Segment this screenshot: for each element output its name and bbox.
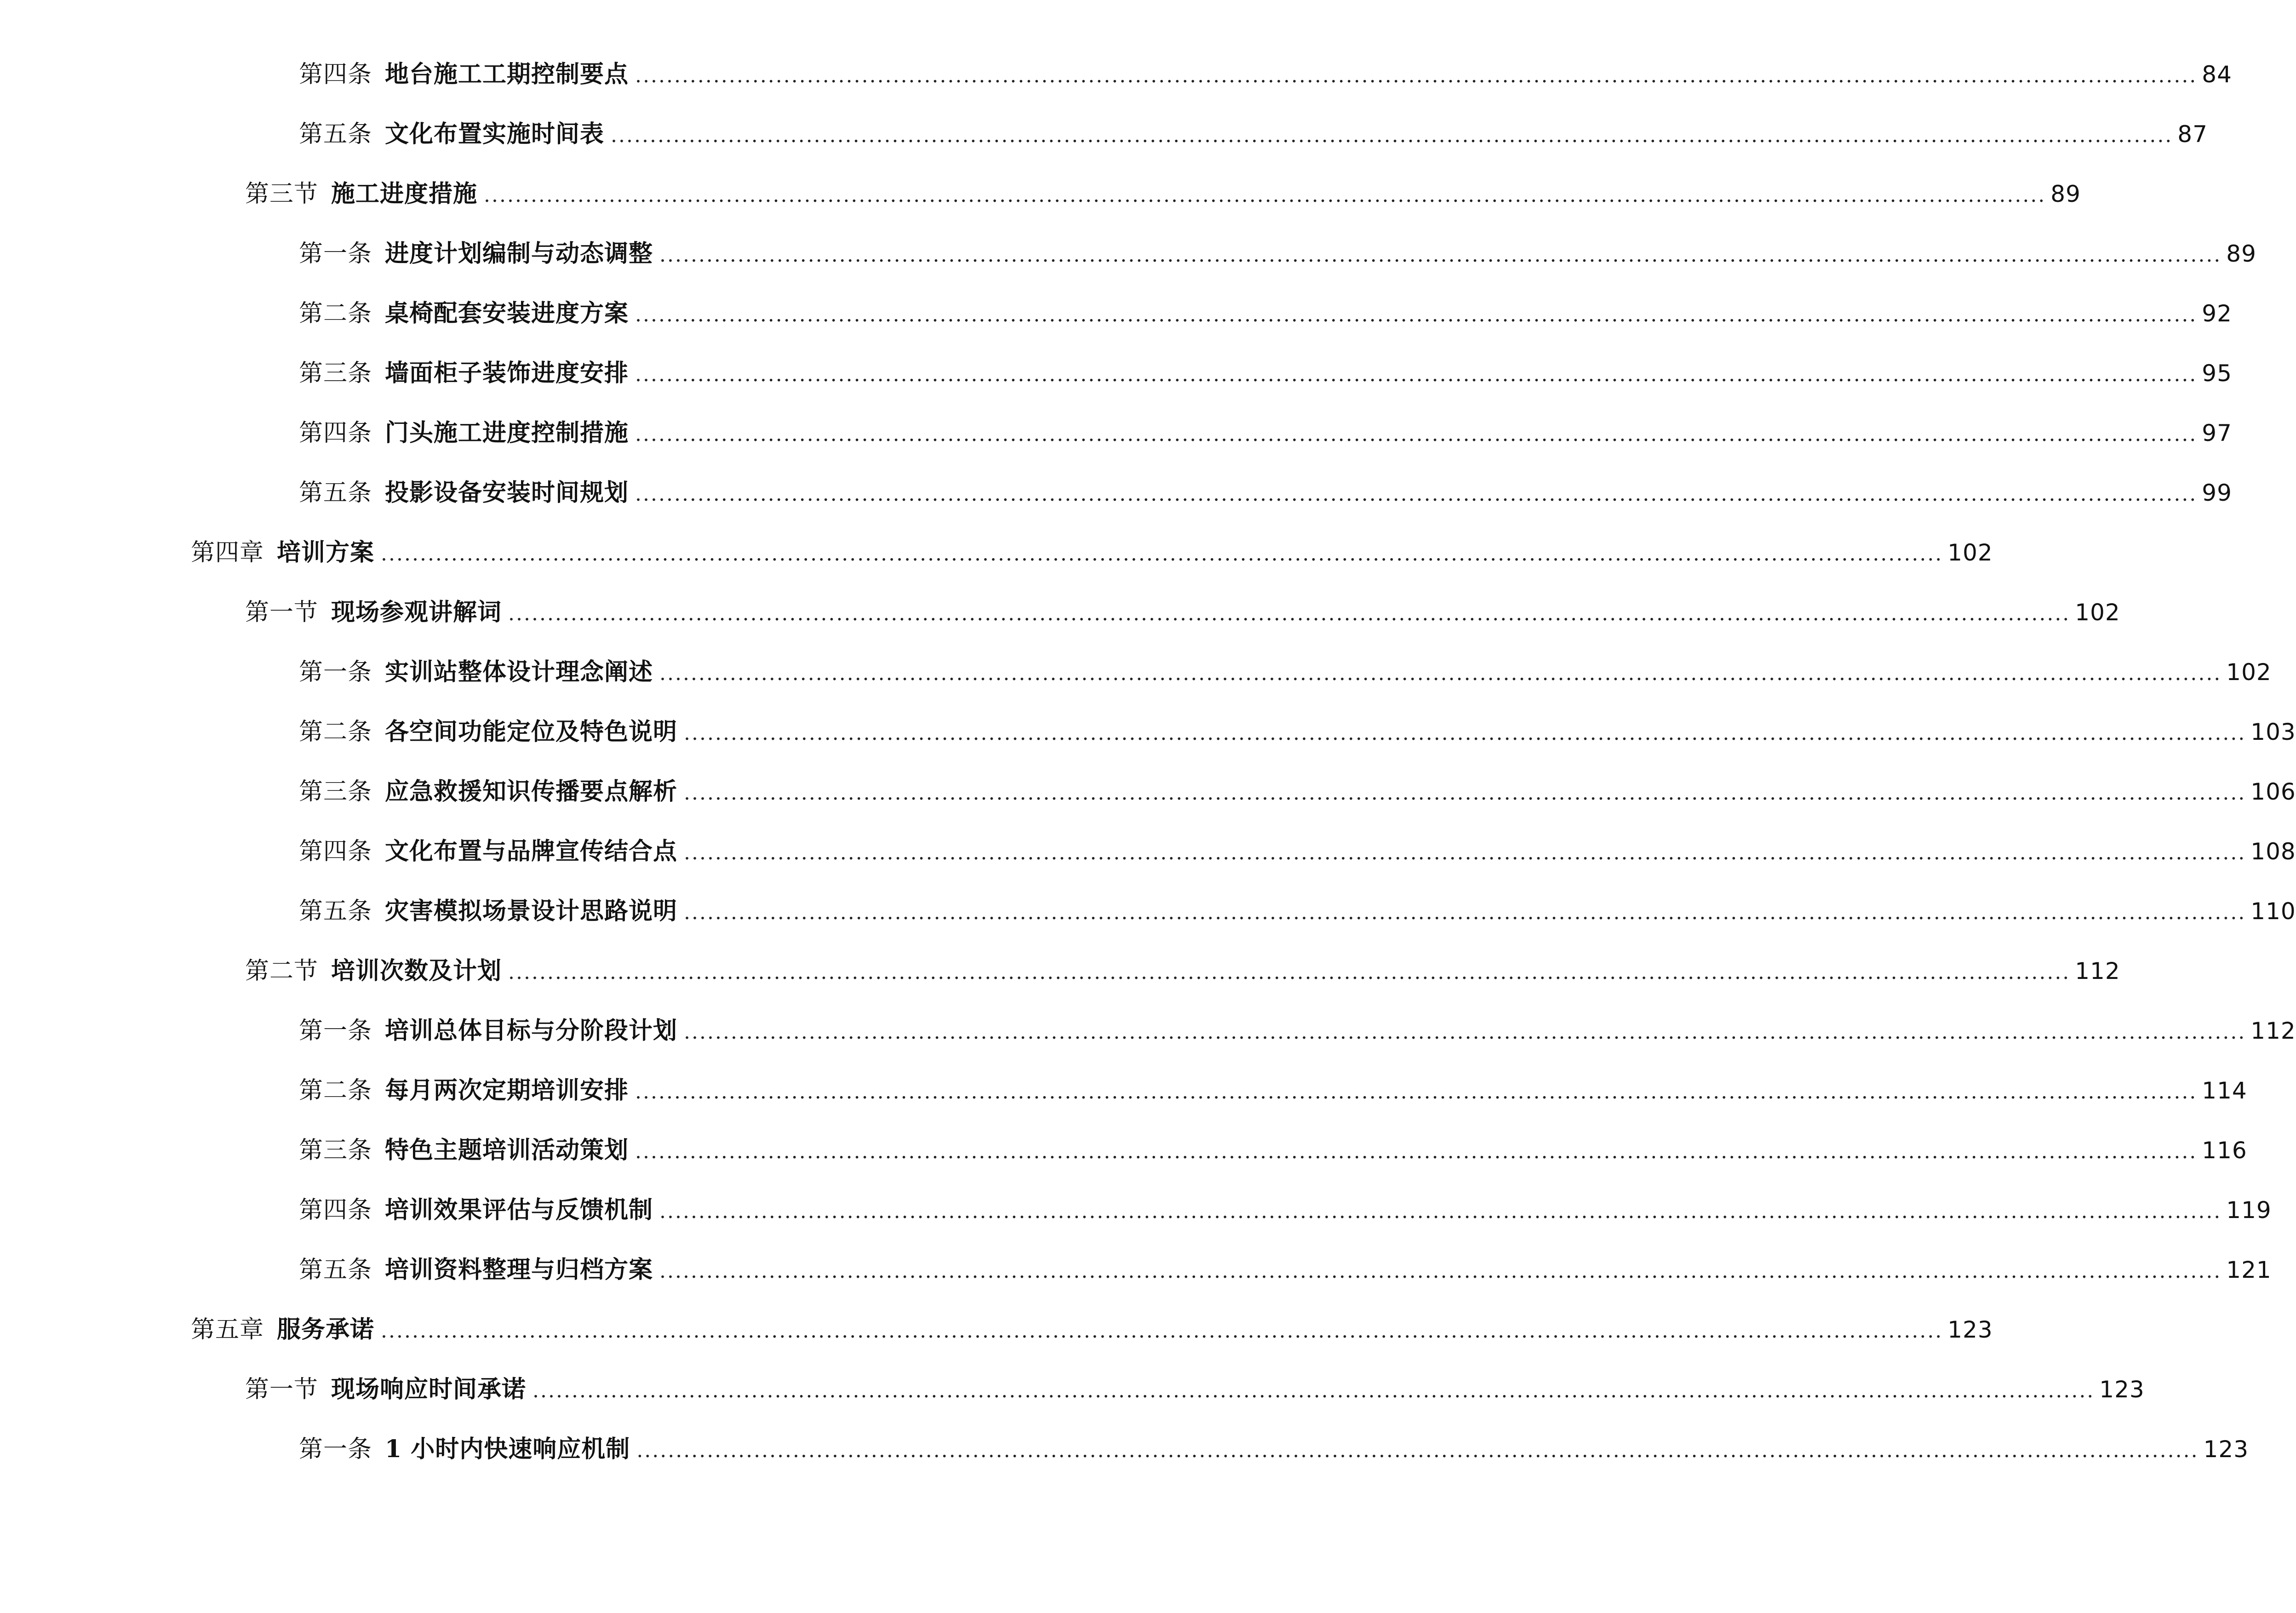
entry-title: 培训次数及计划 (331, 957, 502, 985)
toc-entry[interactable] (299, 475, 2232, 511)
toc-entry[interactable] (299, 1132, 2247, 1169)
entry-label: 第二条 (299, 718, 372, 746)
entry-label: 第二条 (299, 1077, 372, 1104)
entry-title: 灾害模拟场景设计思路说明 (385, 897, 678, 925)
entry-label: 第五条 (299, 120, 372, 148)
toc-entry[interactable] (299, 116, 2208, 153)
entry-title: 特色主题培训活动策划 (385, 1136, 629, 1164)
entry-title: 培训方案 (277, 538, 375, 566)
page-number: 112 (2250, 1018, 2296, 1044)
page-number: 95 (2202, 360, 2232, 387)
entry-label: 第五条 (299, 898, 372, 925)
toc-entry[interactable] (299, 773, 2296, 810)
entry-label: 第四章 (191, 539, 264, 566)
entry-label: 第五条 (299, 479, 372, 507)
dot-leader: ........................................................................................................................................................................................................ (611, 124, 2173, 147)
entry-label: 第一条 (299, 1017, 372, 1045)
dot-leader: ........................................................................................................................................................................................................ (659, 1200, 2222, 1223)
entry-title: 培训效果评估与反馈机制 (385, 1196, 653, 1224)
entry-title: 1 小时内快速响应机制 (385, 1435, 630, 1463)
entry-title: 桌椅配套安装进度方案 (385, 299, 629, 327)
entry-label: 第三条 (299, 778, 372, 806)
toc-entry[interactable] (299, 235, 2256, 272)
entry-title: 文化布置与品牌宣传结合点 (385, 837, 678, 865)
dot-leader: ........................................................................................................................................................................................................ (659, 1259, 2222, 1283)
entry-title: 培训总体目标与分阶段计划 (385, 1017, 678, 1045)
page-number: 102 (1947, 539, 1993, 566)
dot-leader: ........................................................................................................................................................................................................ (635, 303, 2198, 326)
entry-title: 门头施工进度控制措施 (385, 419, 629, 447)
toc-entry[interactable] (299, 1252, 2272, 1288)
entry-title: 培训资料整理与归档方案 (385, 1256, 653, 1284)
page-number: 97 (2202, 420, 2232, 446)
toc-entry[interactable] (299, 654, 2272, 691)
dot-leader: ........................................................................................................................................................................................................ (635, 423, 2198, 446)
page-number: 123 (2099, 1376, 2145, 1403)
entry-title: 进度计划编制与动态调整 (385, 240, 653, 268)
page-number: 89 (2226, 240, 2256, 267)
entry-label: 第一条 (299, 240, 372, 268)
page-number: 110 (2250, 898, 2296, 925)
dot-leader: ........................................................................................................................................................................................................ (508, 961, 2071, 984)
toc-entry[interactable] (299, 355, 2232, 392)
entry-label: 第一条 (299, 658, 372, 686)
page-number: 102 (2226, 659, 2272, 686)
dot-leader: ........................................................................................................................................................................................................ (684, 841, 2246, 864)
entry-title: 各空间功能定位及特色说明 (385, 718, 678, 746)
page-number: 108 (2250, 838, 2296, 865)
toc-entry[interactable] (245, 1371, 2145, 1408)
toc-entry[interactable] (299, 1192, 2272, 1229)
entry-label: 第二条 (299, 300, 372, 327)
page-number: 119 (2226, 1197, 2272, 1224)
entry-title: 现场响应时间承诺 (331, 1375, 527, 1403)
entry-label: 第三条 (299, 360, 372, 387)
page-number: 102 (2075, 599, 2120, 626)
dot-leader: ........................................................................................................................................................................................................ (635, 363, 2198, 386)
page-number: 92 (2202, 300, 2232, 327)
page-number: 112 (2075, 958, 2120, 984)
page-number: 99 (2202, 480, 2232, 506)
page-number: 116 (2202, 1137, 2247, 1164)
entry-title: 服务承诺 (277, 1316, 375, 1344)
page-number: 123 (2203, 1436, 2249, 1463)
toc-entry[interactable] (191, 534, 1993, 571)
dot-leader: ........................................................................................................................................................................................................ (636, 1439, 2199, 1462)
entry-label: 第三条 (299, 1137, 372, 1164)
entry-label: 第二节 (245, 957, 319, 985)
toc-entry[interactable] (191, 1311, 1993, 1348)
toc-entry[interactable] (245, 594, 2120, 631)
dot-leader: ........................................................................................................................................................................................................ (684, 721, 2246, 745)
entry-title: 现场参观讲解词 (331, 598, 502, 626)
page-number: 84 (2202, 61, 2232, 88)
dot-leader: ........................................................................................................................................................................................................ (484, 183, 2046, 207)
entry-label: 第四条 (299, 419, 372, 447)
entry-label: 第一节 (245, 1376, 319, 1403)
dot-leader: ........................................................................................................................................................................................................ (659, 243, 2222, 267)
entry-label: 第一节 (245, 599, 319, 626)
dot-leader: ........................................................................................................................................................................................................ (684, 1020, 2246, 1044)
page-number: 114 (2202, 1077, 2247, 1104)
page-number: 89 (2050, 181, 2081, 207)
entry-label: 第四条 (299, 1196, 372, 1224)
entry-title: 文化布置实施时间表 (385, 120, 605, 148)
dot-leader: ........................................................................................................................................................................................................ (635, 482, 2198, 506)
entry-label: 第四条 (299, 61, 372, 88)
toc-entry[interactable] (299, 295, 2232, 332)
page-number: 123 (1947, 1316, 1993, 1343)
dot-leader: ........................................................................................................................................................................................................ (381, 542, 1943, 566)
dot-leader: ........................................................................................................................................................................................................ (508, 602, 2071, 625)
dot-leader: ........................................................................................................................................................................................................ (532, 1379, 2095, 1402)
toc-entry[interactable] (299, 415, 2232, 452)
entry-label: 第四条 (299, 838, 372, 865)
dot-leader: ........................................................................................................................................................................................................ (684, 781, 2246, 805)
dot-leader: ........................................................................................................................................................................................................ (684, 901, 2246, 924)
toc-entry[interactable] (299, 56, 2232, 93)
toc-entry[interactable] (299, 833, 2296, 870)
toc-entry[interactable] (245, 176, 2081, 212)
dot-leader: ........................................................................................................................................................................................................ (381, 1319, 1943, 1343)
toc-entry[interactable] (299, 893, 2296, 930)
page-number: 87 (2177, 121, 2208, 148)
dot-leader: ........................................................................................................................................................................................................ (635, 1140, 2198, 1163)
entry-label: 第一条 (299, 1436, 372, 1463)
entry-title: 墙面柜子装饰进度安排 (385, 359, 629, 387)
toc-entry[interactable] (299, 1072, 2247, 1109)
toc-entry[interactable] (299, 714, 2296, 750)
toc-entry[interactable] (299, 1431, 2249, 1468)
page-number: 103 (2250, 719, 2296, 745)
entry-title: 每月两次定期培训安排 (385, 1076, 629, 1104)
entry-label: 第三节 (245, 180, 319, 208)
page-number: 121 (2226, 1257, 2272, 1283)
entry-title: 实训站整体设计理念阐述 (385, 658, 653, 686)
entry-title: 投影设备安装时间规划 (385, 479, 629, 507)
entry-title: 应急救援知识传播要点解析 (385, 778, 678, 806)
dot-leader: ........................................................................................................................................................................................................ (635, 1080, 2198, 1104)
entry-label: 第五条 (299, 1256, 372, 1284)
page-number: 106 (2250, 778, 2296, 805)
toc-entry[interactable] (299, 1012, 2296, 1049)
entry-label: 第五章 (191, 1316, 264, 1344)
entry-title: 施工进度措施 (331, 180, 478, 208)
dot-leader: ........................................................................................................................................................................................................ (635, 64, 2198, 87)
toc-entry[interactable] (245, 953, 2120, 990)
dot-leader: ........................................................................................................................................................................................................ (659, 662, 2222, 685)
entry-title: 地台施工工期控制要点 (385, 60, 629, 88)
